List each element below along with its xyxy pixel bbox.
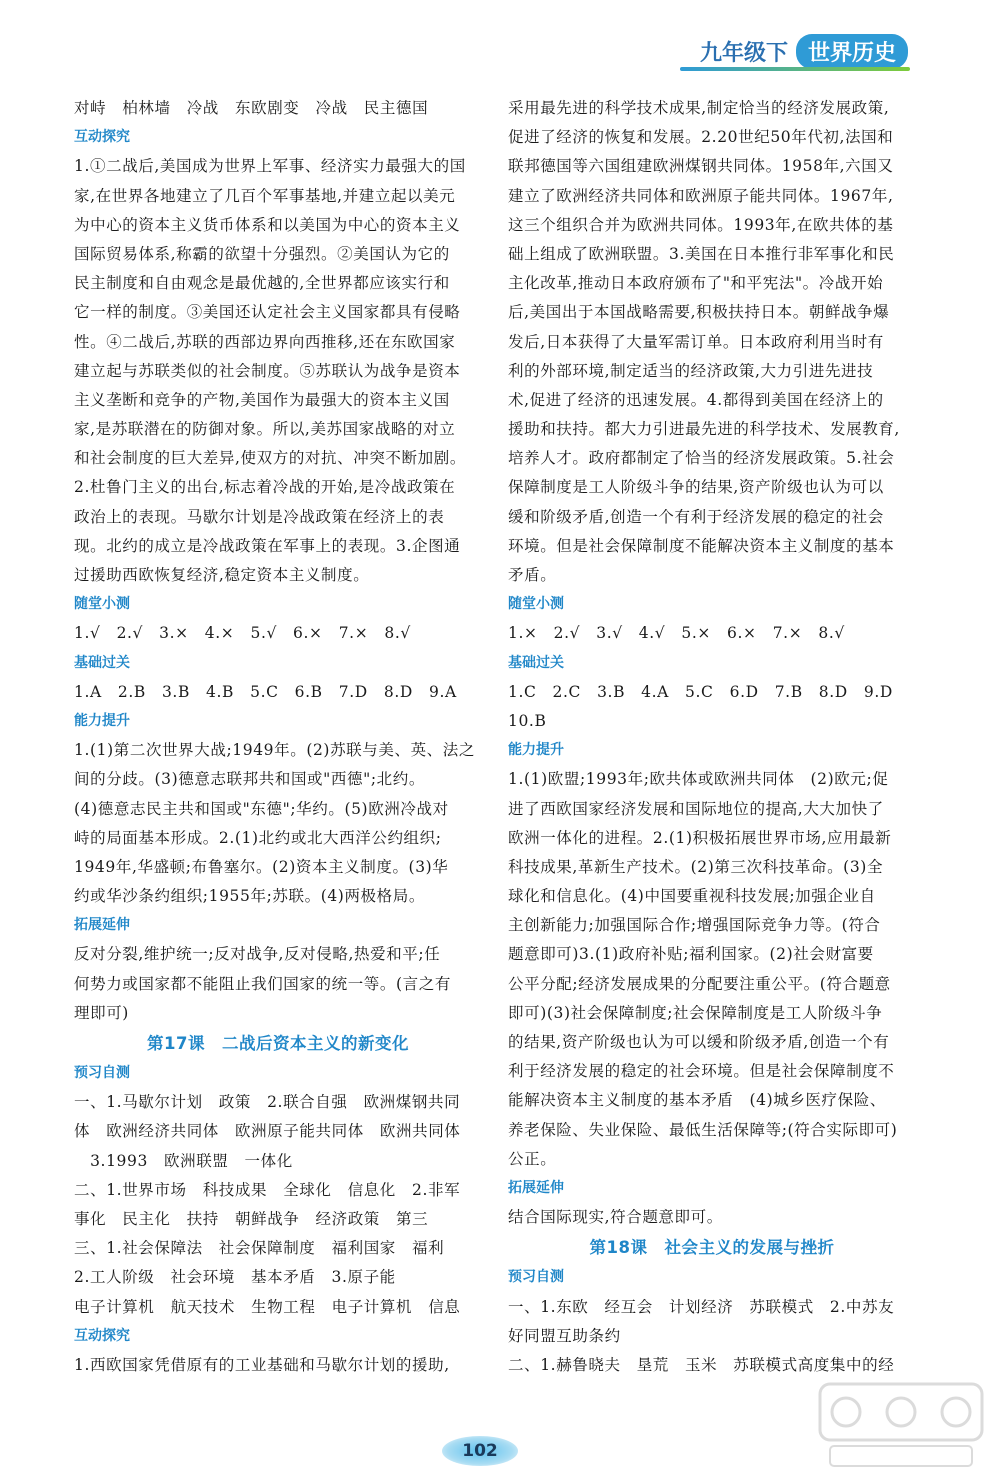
answer-line: 培养人才。政府都制定了恰当的经济发展政策。5.社会 <box>508 449 895 468</box>
answer-line: 国际贸易体系,称霸的欲望十分强烈。②美国认为它的 <box>74 244 450 263</box>
section-heading: 预习自测 <box>508 1269 564 1286</box>
section-heading: 预习自测 <box>74 1065 130 1081</box>
section-heading: 互动探究 <box>74 1327 130 1344</box>
answer-line: 三、1.社会保障法 社会保障制度 福利国家 福利 <box>74 1239 445 1258</box>
answer-line: 能解决资本主义制度的基本矛盾 (4)城乡医疗保险、 <box>508 1091 886 1110</box>
answer-line: 后,美国出于本国战略需要,积极扶持日本。朝鲜战争爆 <box>508 303 890 322</box>
answer-line: 题意即可)3.(1)政府补贴;福利国家。(2)社会财富要 <box>508 945 874 964</box>
answer-line: 性。④二战后,苏联的西部边界向西推移,还在东欧国家 <box>74 332 456 351</box>
answer-line: 1949年,华盛顿;布鲁塞尔。(2)资本主义制度。(3)华 <box>74 857 449 876</box>
answer-line: 1.× 2.√ 3.√ 4.√ 5.× 6.× 7.× 8.√ <box>508 624 845 643</box>
answer-line: 主义垄断和竞争的产物,美国作为最强大的资本主义国 <box>74 390 450 409</box>
answer-line: 家,在世界各地建立了几百个军事基地,并建立起以美元 <box>74 186 456 205</box>
answer-line: 1.西欧国家凭借原有的工业基础和马歇尔计划的援助, <box>74 1355 450 1374</box>
answer-line: 事化 民主化 扶持 朝鲜战争 经济政策 第三 <box>74 1209 429 1228</box>
answer-line: 峙的局面基本形成。2.(1)北约或北大西洋公约组织; <box>74 828 442 847</box>
answer-line: 保障制度是工人阶级斗争的结果,资产阶级也认为可以 <box>508 478 884 497</box>
section-heading: 随堂小测 <box>74 596 130 613</box>
answer-line: 公正。 <box>508 1149 557 1168</box>
answer-line: 何势力或国家都不能阻止我们国家的统一等。(言之有 <box>74 974 451 993</box>
watermark-logo <box>816 1380 986 1472</box>
answer-line: 好同盟互助条约 <box>508 1326 621 1345</box>
answer-line: 民主制度和自由观念是最优越的,全世界都应该实行和 <box>74 274 450 293</box>
answer-line: 球化和信息化。(4)中国要重视科技发展;加强企业自 <box>508 887 876 906</box>
section-heading: 随堂小测 <box>508 596 564 613</box>
section-heading: 互动探究 <box>74 129 130 146</box>
answer-line: 欧洲一体化的进程。2.(1)积极拓展世界市场,应用最新 <box>508 828 892 847</box>
answer-line: 二、1.赫鲁晓夫 垦荒 玉米 苏联模式高度集中的经 <box>508 1355 895 1374</box>
answer-line: 矛盾。 <box>508 566 557 584</box>
answer-line: 对峙 柏林墙 冷战 东欧剧变 冷战 民主德国 <box>74 99 429 117</box>
answer-line: 的结果,资产阶级也认为可以缓和阶级矛盾,创造一个有 <box>508 1033 890 1051</box>
answer-line: 电子计算机 航天技术 生物工程 电子计算机 信息 <box>74 1297 461 1316</box>
answer-line: 一、1.东欧 经互会 计划经济 苏联模式 2.中苏友 <box>508 1297 895 1316</box>
answer-line: 这三个组织合并为欧洲共同体。1993年,在欧共体的基 <box>508 215 894 234</box>
answer-line: (4)德意志民主共和国或"东德";华约。(5)欧洲冷战对 <box>74 799 449 818</box>
answer-line: 环境。但是社会保障制度不能解决资本主义制度的基本 <box>508 536 895 555</box>
section-heading: 能力提升 <box>508 742 564 759</box>
section-heading: 拓展延伸 <box>508 1179 564 1196</box>
right-column <box>508 94 916 1380</box>
answer-line: 1.A 2.B 3.B 4.B 5.C 6.B 7.D 8.D 9.A <box>74 682 457 701</box>
section-heading: 基础过关 <box>508 654 564 671</box>
answer-line: 家,是苏联潜在的防御对象。所以,美苏国家战略的对立 <box>74 420 456 439</box>
answer-line: 即可)(3)社会保障制度;社会保障制度是工人阶级斗争 <box>508 1003 883 1022</box>
grade-label: 九年级下 <box>699 41 788 66</box>
answer-line: 科技成果,革新生产技术。(2)第三次科技革命。(3)全 <box>508 857 884 876</box>
answer-line: 二、1.世界市场 科技成果 全球化 信息化 2.非军 <box>74 1180 461 1199</box>
answer-line: 术,促进了经济的迅速发展。4.都得到美国在经济上的 <box>508 390 884 409</box>
answer-line: 现。北约的成立是冷战政策在军事上的表现。3.企图通 <box>74 536 461 555</box>
answer-line: 1.(1)第二次世界大战;1949年。(2)苏联与美、英、法之 <box>74 741 475 760</box>
answer-line: 一、1.马歇尔计划 政策 2.联合自强 欧洲煤钢共同 <box>74 1093 461 1112</box>
answer-line: 础上组成了欧洲联盟。3.美国在日本推行非军事化和民 <box>508 244 895 263</box>
answer-line: 反对分裂,维护统一;反对战争,反对侵略,热爱和平;任 <box>74 945 441 964</box>
answer-line: 建立了欧洲经济共同体和欧洲原子能共同体。1967年, <box>508 186 894 205</box>
answer-line: 建立起与苏联类似的社会制度。⑤苏联认为战争是资本 <box>74 361 461 380</box>
answer-line: 进了西欧国家经济发展和国际地位的提高,大大加快了 <box>508 799 884 818</box>
answer-line: 采用最先进的科学技术成果,制定恰当的经济发展政策, <box>508 99 890 117</box>
answer-line: 政治上的表现。马歇尔计划是冷战政策在经济上的表 <box>74 507 445 526</box>
section-heading: 拓展延伸 <box>74 917 130 934</box>
answer-line: 1.(1)欧盟;1993年;欧共体或欧洲共同体 (2)欧元;促 <box>508 770 889 789</box>
answer-line: 1.√ 2.√ 3.× 4.× 5.√ 6.× 7.× 8.√ <box>74 624 411 643</box>
answer-line: 援助和扶持。都大力引进最先进的科学技术、发展教育, <box>508 420 900 439</box>
subject-badge: 世界历史 <box>796 34 908 69</box>
lesson-title: 第18课 社会主义的发展与挫折 <box>589 1238 835 1258</box>
answer-line: 2.工人阶级 社会环境 基本矛盾 3.原子能 <box>74 1268 396 1287</box>
answer-line: 联邦德国等六国组建欧洲煤钢共同体。1958年,六国又 <box>508 157 894 176</box>
answer-line: 为中心的资本主义货币体系和以美国为中心的资本主义 <box>74 215 461 234</box>
answer-line: 养老保险、失业保险、最低生活保障等;(符合实际即可) <box>508 1120 898 1139</box>
answer-line: 主创新能力;加强国际合作;增强国际竞争力等。(符合 <box>508 916 881 935</box>
section-heading: 基础过关 <box>74 654 130 671</box>
answer-line: 结合国际现实,符合题意即可。 <box>508 1208 723 1227</box>
lesson-title: 第17课 二战后资本主义的新变化 <box>147 1034 409 1053</box>
answer-line: 缓和阶级矛盾,创造一个有利于经济发展的稳定的社会 <box>508 507 884 526</box>
answer-line: 理即可) <box>74 1003 129 1022</box>
answer-line: 1.C 2.C 3.B 4.A 5.C 6.D 7.B 8.D 9.D <box>508 682 893 701</box>
page-header <box>700 34 908 69</box>
answer-line: 10.B <box>508 711 547 730</box>
answer-line: 利于经济发展的稳定的社会环境。但是社会保障制度不 <box>508 1062 895 1081</box>
answer-line: 1.①二战后,美国成为世界上军事、经济实力最强大的国 <box>74 157 466 176</box>
answer-line: 过援助西欧恢复经济,稳定资本主义制度。 <box>74 566 370 584</box>
answer-line: 3.1993 欧洲联盟 一体化 <box>74 1151 293 1170</box>
answer-line: 2.杜鲁门主义的出台,标志着冷战的开始,是冷战政策在 <box>74 478 456 497</box>
section-heading: 能力提升 <box>74 712 130 729</box>
answer-line: 它一样的制度。③美国还认定社会主义国家都具有侵略 <box>74 303 461 322</box>
answer-line: 体 欧洲经济共同体 欧洲原子能共同体 欧洲共同体 <box>74 1122 461 1141</box>
page-number: 102 <box>442 1436 518 1466</box>
answer-line: 利的外部环境,制定适当的经济政策,大力引进先进技 <box>508 361 874 380</box>
answer-line: 和社会制度的巨大差异,使双方的对抗、冲突不断加剧。 <box>74 449 466 468</box>
answer-line: 约或华沙条约组织;1955年;苏联。(4)两极格局。 <box>74 887 425 906</box>
answer-line: 促进了经济的恢复和发展。2.20世纪50年代初,法国和 <box>508 128 894 147</box>
answer-line: 发后,日本获得了大量军需订单。日本政府利用当时有 <box>508 332 884 351</box>
header-divider <box>680 67 910 71</box>
answer-line: 主化改革,推动日本政府颁布了"和平宪法"。冷战开始 <box>508 274 884 293</box>
answer-line: 间的分歧。(3)德意志联邦共和国或"西德";北约。 <box>74 770 425 789</box>
answer-line: 公平分配;经济发展成果的分配要注重公平。(符合题意 <box>508 974 891 993</box>
left-column <box>74 94 482 1380</box>
